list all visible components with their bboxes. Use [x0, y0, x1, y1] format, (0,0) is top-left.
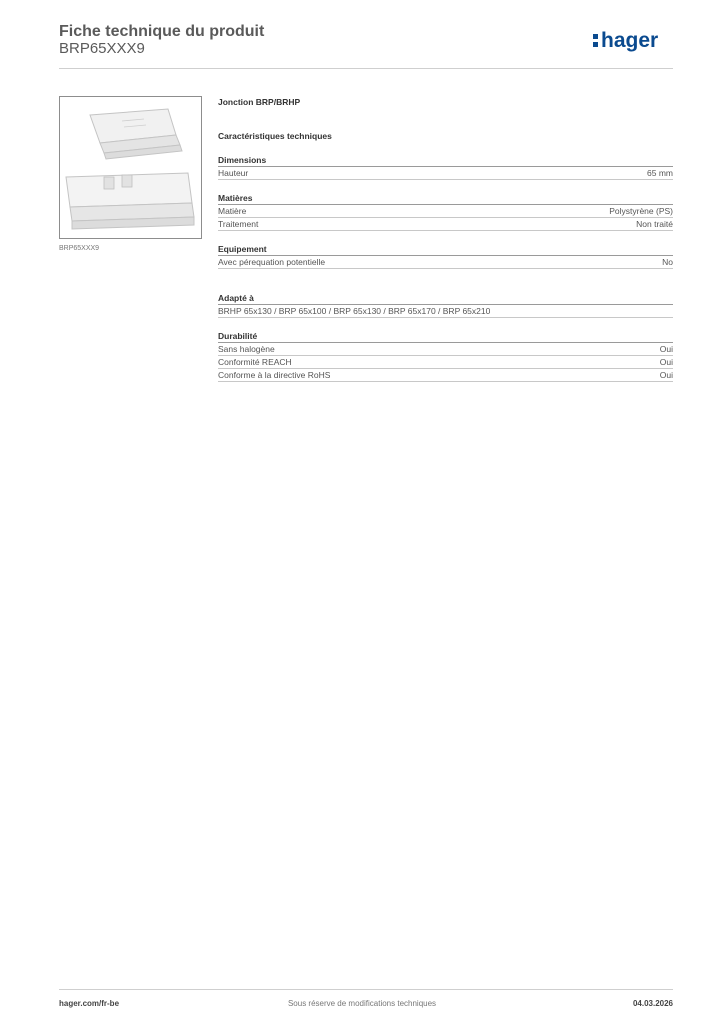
spec-row — [218, 218, 673, 231]
document-title: Fiche technique du produit — [59, 23, 265, 40]
product-reference: BRP65XXX9 — [59, 40, 145, 57]
spec-row — [218, 356, 673, 369]
spec-value: Polystyrène (PS) — [609, 206, 673, 216]
section-equipement — [218, 244, 673, 269]
spec-value: Oui — [659, 344, 673, 354]
spec-label: Traitement — [218, 219, 259, 229]
section-title: Dimensions — [218, 155, 673, 167]
spec-label: Matière — [218, 206, 247, 216]
spec-row — [218, 256, 673, 269]
spec-row — [218, 343, 673, 356]
characteristics-title: Caractéristiques techniques — [218, 131, 332, 141]
section-durabilite — [218, 331, 673, 382]
section-dimensions — [218, 155, 673, 180]
section-adapte — [218, 293, 673, 318]
footer-date: 04.03.2026 — [632, 999, 673, 1008]
spec-row — [218, 305, 673, 318]
hager-logo[interactable] — [592, 26, 674, 56]
section-title: Durabilité — [218, 331, 673, 343]
spec-content — [218, 96, 673, 382]
footer-disclaimer: Sous réserve de modifications techniques — [287, 999, 437, 1008]
spec-label: Conforme à la directive RoHS — [218, 370, 331, 380]
header-divider — [59, 68, 673, 69]
section-matieres — [218, 193, 673, 231]
image-caption: BRP65XXX9 — [59, 245, 100, 252]
spec-label: BRHP 65x130 / BRP 65x100 / BRP 65x130 / BRP 65x170 / BRP 65x210 — [218, 306, 491, 316]
spec-value: Oui — [659, 370, 673, 380]
spec-label: Avec pérequation potentielle — [218, 257, 326, 267]
spec-value: Oui — [659, 357, 673, 367]
spec-value: Non traité — [636, 219, 673, 229]
footer-website-link[interactable]: hager.com/fr-be — [59, 999, 120, 1008]
spec-label: Conformité REACH — [218, 357, 292, 367]
spec-value: No — [662, 257, 673, 267]
spec-row — [218, 167, 673, 180]
section-title: Equipement — [218, 244, 673, 256]
product-image — [59, 96, 202, 239]
product-name: Jonction BRP/BRHP — [218, 97, 301, 107]
spec-label: Hauteur — [218, 168, 249, 178]
section-title: Matières — [218, 193, 673, 205]
section-title: Adapté à — [218, 293, 673, 305]
spec-value: 65 mm — [647, 168, 673, 178]
spec-row — [218, 205, 673, 218]
spec-label: Sans halogène — [218, 344, 275, 354]
footer-divider — [59, 989, 673, 990]
brand-wordmark: hager — [601, 29, 659, 52]
spec-row — [218, 369, 673, 382]
